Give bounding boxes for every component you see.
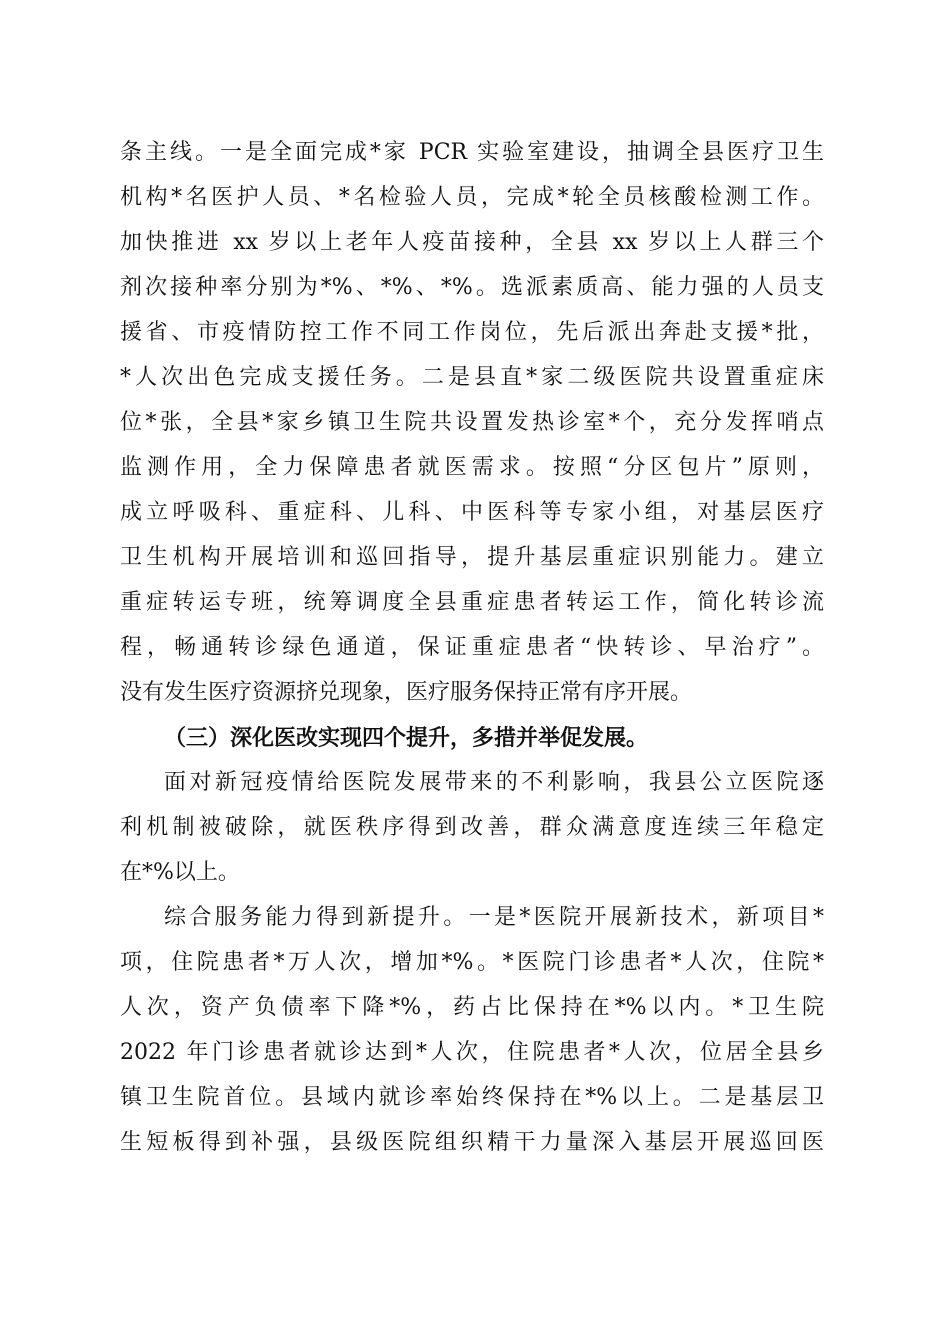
body-text-line: 项，住院患者*万人次，增加*%。*医院门诊患者*人次，住院* bbox=[120, 950, 824, 975]
body-text-line: 综合服务能力得到新提升。一是*医院开展新技术，新项目* bbox=[164, 905, 824, 930]
body-text-line: 加快推进 xx 岁以上老年人疫苗接种，全县 xx 岁以上人群三个 bbox=[120, 230, 824, 255]
body-text-line: 援省、市疫情防控工作不同工作岗位，先后派出奔赴支援*批， bbox=[120, 320, 824, 345]
body-text-line: 位*张，全县*家乡镇卫生院共设置发热诊室*个，充分发挥哨点 bbox=[120, 410, 824, 435]
body-text-line: 在*%以上。 bbox=[120, 860, 240, 885]
body-text-line: 镇卫生院首位。县域内就诊率始终保持在*%以上。二是基层卫 bbox=[120, 1085, 824, 1110]
body-text-line: 2022 年门诊患者就诊达到*人次，住院患者*人次，位居全县乡 bbox=[120, 1040, 824, 1065]
body-text-line: 机构*名医护人员、*名检验人员，完成*轮全员核酸检测工作。 bbox=[120, 185, 824, 210]
body-text-line: 监测作用，全力保障患者就医需求。按照“分区包片”原则， bbox=[120, 455, 824, 480]
body-text-line: 人次，资产负债率下降*%，药占比保持在*%以内。*卫生院 bbox=[120, 995, 824, 1020]
body-text-line: *人次出色完成支援任务。二是县直*家二级医院共设置重症床 bbox=[120, 365, 824, 390]
body-text-line: 剂次接种率分别为*%、*%、*%。选派素质高、能力强的人员支 bbox=[120, 275, 824, 300]
body-text-line: 面对新冠疫情给医院发展带来的不利影响，我县公立医院逐 bbox=[164, 770, 824, 795]
body-text-line: 卫生机构开展培训和巡回指导，提升基层重症识别能力。建立 bbox=[120, 545, 824, 570]
body-text-line: 生短板得到补强，县级医院组织精干力量深入基层开展巡回医 bbox=[120, 1130, 824, 1155]
body-text-line: 程，畅通转诊绿色通道，保证重症患者“快转诊、早治疗”。 bbox=[120, 635, 824, 660]
body-text-line: 重症转运专班，统筹调度全县重症患者转运工作，简化转诊流 bbox=[120, 590, 824, 615]
section-heading: （三）深化医改实现四个提升，多措并举促发展。 bbox=[164, 725, 649, 751]
body-text-line: 没有发生医疗资源挤兑现象，医疗服务保持正常有序开展。 bbox=[120, 680, 693, 705]
body-text-line: 利机制被破除，就医秩序得到改善，群众满意度连续三年稳定 bbox=[120, 815, 824, 840]
body-text-line: 成立呼吸科、重症科、儿科、中医科等专家小组，对基层医疗 bbox=[120, 500, 824, 525]
body-text-line: 条主线。一是全面完成*家 PCR 实验室建设，抽调全县医疗卫生 bbox=[120, 140, 824, 165]
